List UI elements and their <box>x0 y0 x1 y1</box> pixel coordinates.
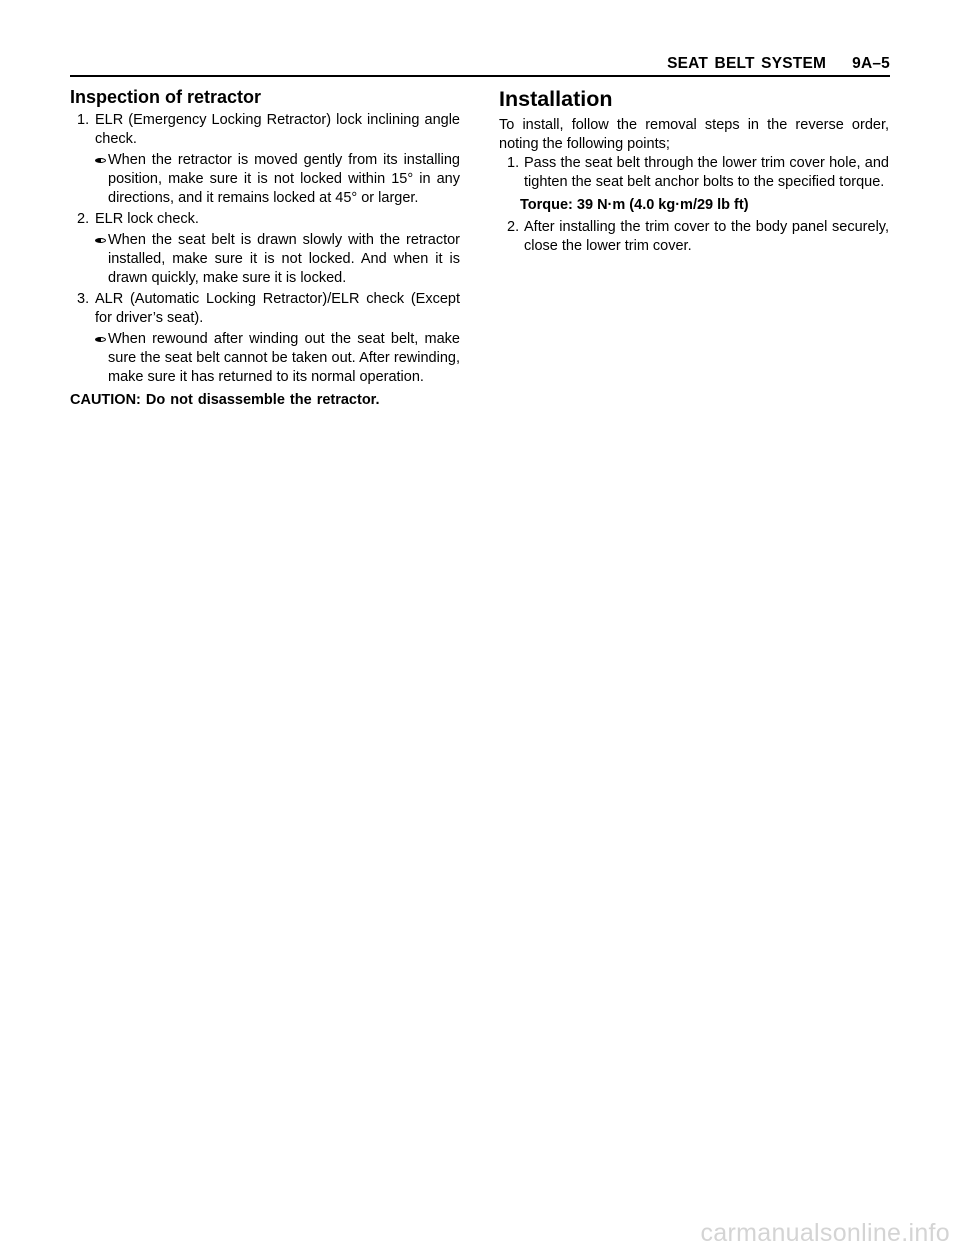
intro-paragraph: To install, follow the removal steps in the reverse order, noting the following points; <box>499 117 889 152</box>
item-text: After installing the trim cover to the body panel securely, close the lower trim cover. <box>524 219 889 254</box>
bullet-text: When the seat belt is drawn slowly with the retractor installed, make sure it is not locked. And when it is drawn quickly, make sure it is locked. <box>108 232 460 286</box>
bullet-icon <box>95 337 106 342</box>
bullet-icon <box>95 238 106 243</box>
page-header <box>70 55 890 77</box>
list-item-2 <box>499 218 889 256</box>
section-heading-installation: Installation <box>499 87 613 111</box>
right-column <box>499 86 889 258</box>
torque-spec: Torque: 39 N·m (4.0 kg·m/29 lb ft) <box>520 197 749 213</box>
watermark: carmanualsonline.info <box>700 1219 950 1247</box>
list-item-3 <box>70 290 460 328</box>
item-number: 1. <box>507 155 520 171</box>
left-column <box>70 86 460 410</box>
item-text: ELR (Emergency Locking Retractor) lock inclining angle check. <box>95 112 460 147</box>
item-text: Pass the seat belt through the lower trim cover hole, and tighten the seat belt anchor bolts to the specified torque. <box>524 155 889 190</box>
list-item-2 <box>70 210 460 229</box>
item-number: 2. <box>507 219 520 235</box>
item-number: 1. <box>77 112 90 128</box>
list-item-1 <box>70 111 460 149</box>
caution-note: CAUTION: Do not disassemble the retractor. <box>70 392 380 408</box>
item-text: ALR (Automatic Locking Retractor)/ELR check (Except for driver’s seat). <box>95 291 460 326</box>
item-number: 2. <box>77 211 90 227</box>
list-item-1 <box>499 154 889 192</box>
section-heading-inspection: Inspection of retractor <box>70 87 262 107</box>
item-number: 3. <box>77 291 90 307</box>
bullet-item-1 <box>70 151 460 208</box>
bullet-item-2 <box>70 231 460 288</box>
header-title: SEAT BELT SYSTEM 9A–5 <box>667 55 890 72</box>
bullet-item-3 <box>70 330 460 387</box>
bullet-icon <box>95 158 106 163</box>
bullet-text: When rewound after winding out the seat belt, make sure the seat belt cannot be taken out. After rewinding, make sure it has returned to its normal operation. <box>108 331 460 385</box>
bullet-text: When the retractor is moved gently from its installing position, make sure it is not locked within 15° in any directions, and it remains locked at 45° or larger. <box>108 152 460 206</box>
item-text: ELR lock check. <box>95 211 199 227</box>
